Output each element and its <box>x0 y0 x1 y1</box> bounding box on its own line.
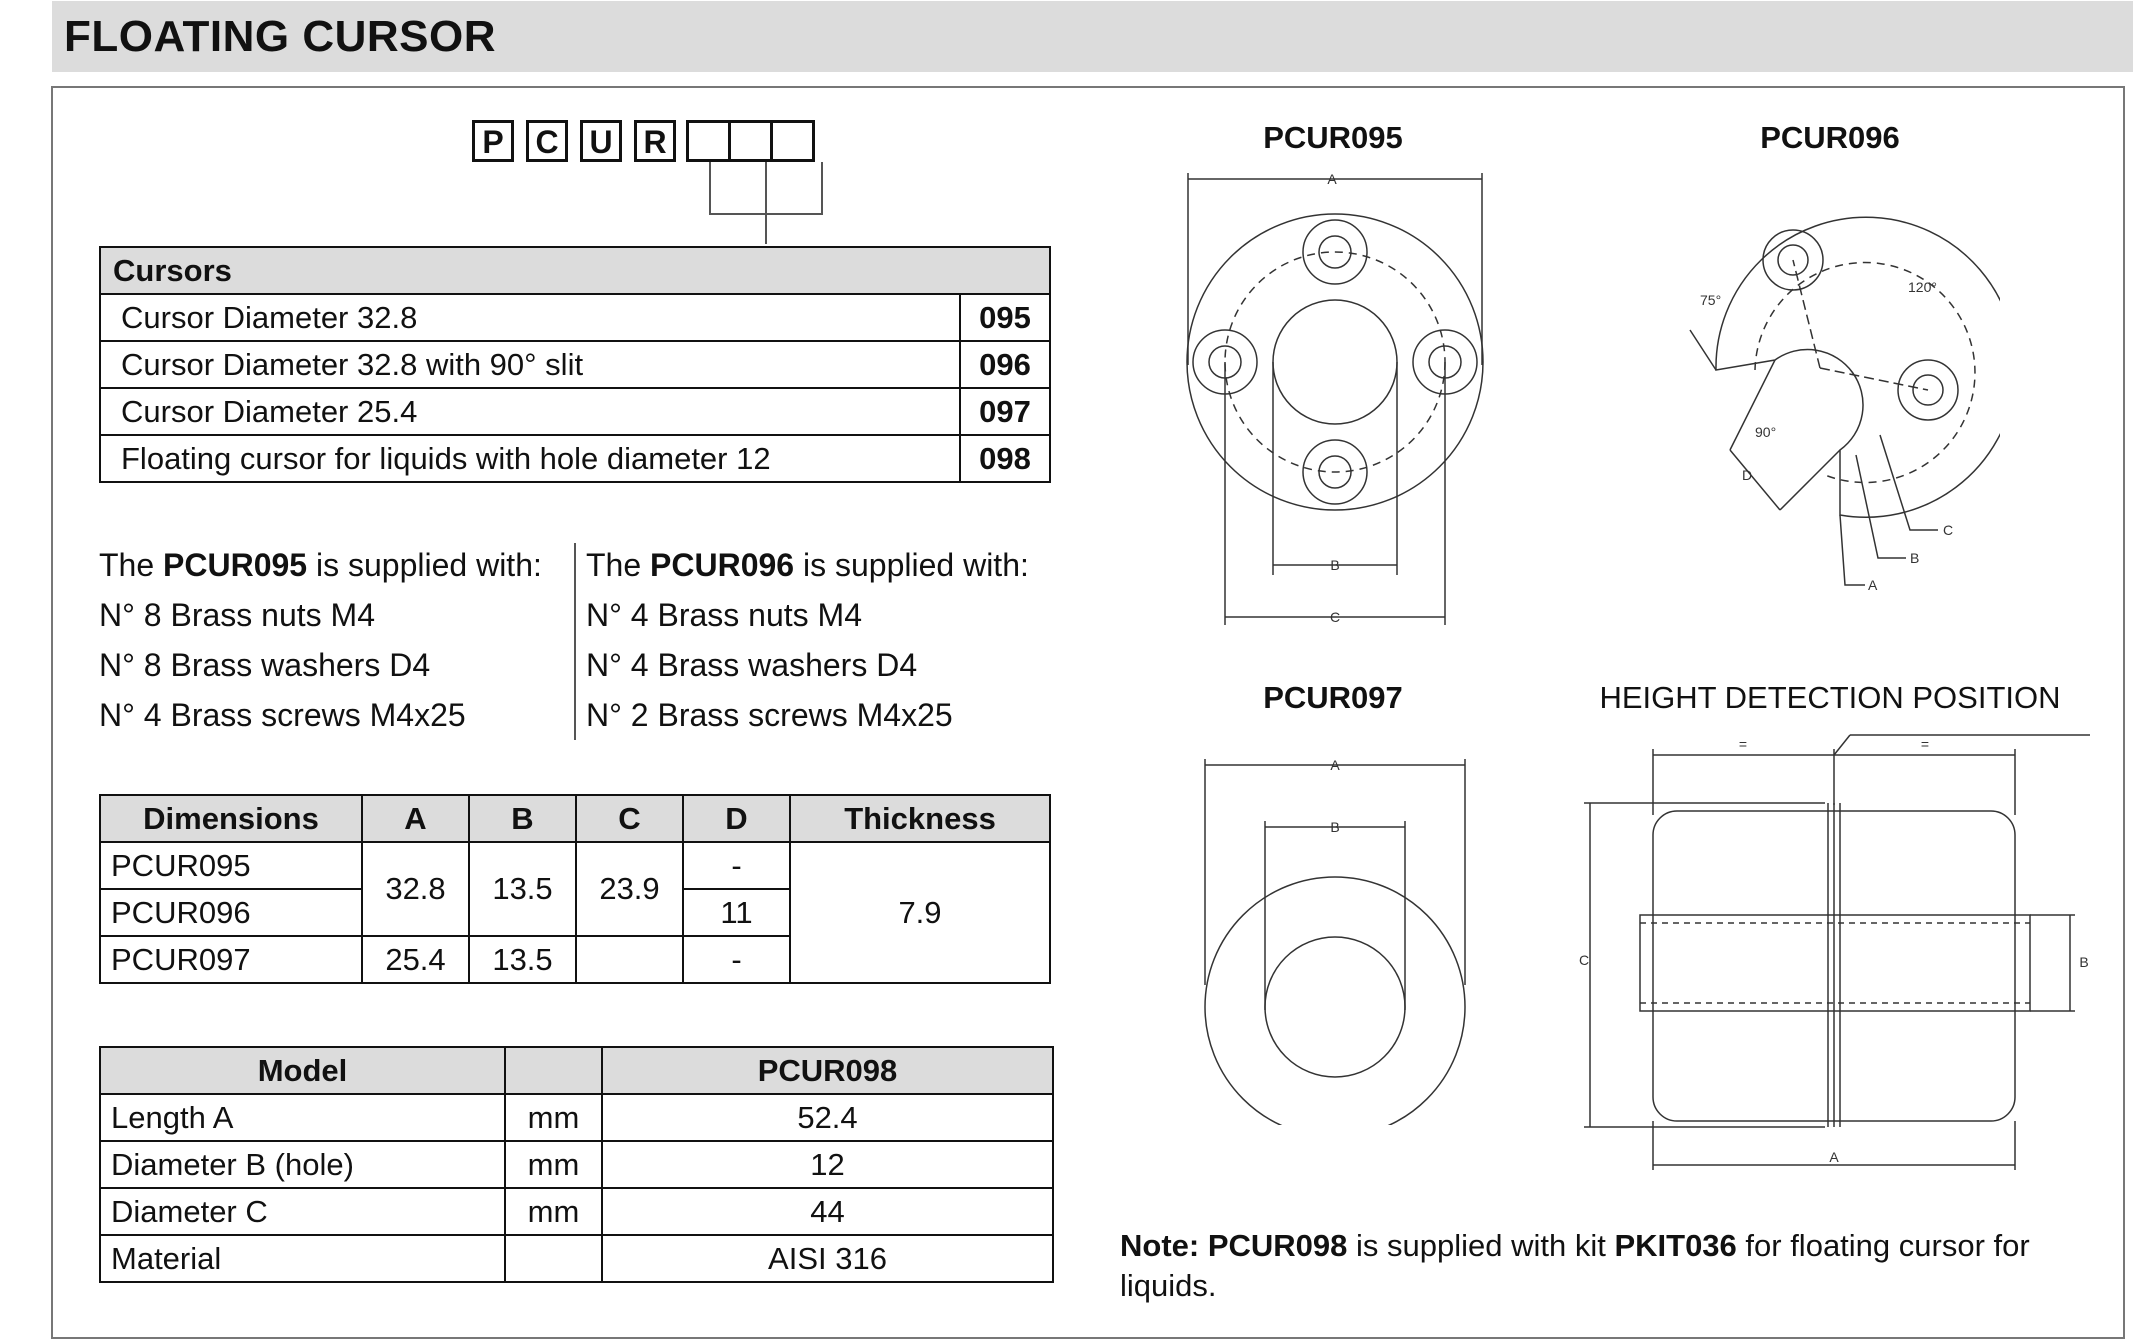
table-row <box>100 1094 1053 1141</box>
supply-item: N° 4 Brass washers D4 <box>586 647 918 683</box>
supply-text: is supplied with: <box>307 547 542 583</box>
cursor-label: Cursor Diameter 32.8 <box>100 294 960 341</box>
table-row <box>100 294 1050 341</box>
cursor-code: 097 <box>960 388 1050 435</box>
col-header <box>505 1047 602 1094</box>
supply-item: N° 8 Brass nuts M4 <box>99 597 375 633</box>
label-cell: Diameter B (hole) <box>100 1141 505 1188</box>
model-table <box>99 1046 1054 1283</box>
dim-label-c: C <box>1943 522 1954 538</box>
table-row <box>100 1235 1053 1282</box>
value-cell <box>576 936 683 983</box>
col-header: Thickness <box>790 795 1050 842</box>
dim-label-b: B <box>1330 819 1340 835</box>
equal-mark: = <box>1920 736 1930 752</box>
value-cell: - <box>683 936 790 983</box>
equal-mark: = <box>1738 736 1748 752</box>
code-letter: P <box>472 120 514 162</box>
table-row <box>100 1188 1053 1235</box>
angle-120: 120° <box>1908 279 1937 295</box>
supply-model: PCUR095 <box>163 547 308 583</box>
note <box>1120 1226 2070 1306</box>
dim-label-b: B <box>2079 954 2089 970</box>
label-cell: Diameter C <box>100 1188 505 1235</box>
col-header: C <box>576 795 683 842</box>
dim-label-b: B <box>1910 550 1920 566</box>
table-row <box>100 341 1050 388</box>
supply-095-heading <box>99 540 542 590</box>
cursor-label: Floating cursor for liquids with hole diameter 12 <box>100 435 960 482</box>
supply-095 <box>99 540 542 740</box>
code-blank <box>686 120 731 162</box>
code-blank <box>728 120 773 162</box>
label-cell: Length A <box>100 1094 505 1141</box>
supply-item: N° 4 Brass nuts M4 <box>586 597 862 633</box>
height-detection-drawing <box>1570 725 2100 1185</box>
dim-label-c: C <box>1578 952 1590 968</box>
value-cell: 52.4 <box>602 1094 1053 1141</box>
value-cell: - <box>683 842 790 889</box>
code-blank <box>770 120 815 162</box>
label-cell: Material <box>100 1235 505 1282</box>
cursors-table <box>99 246 1051 483</box>
supply-text: The <box>99 547 164 583</box>
angle-90: 90° <box>1755 424 1777 440</box>
supply-096 <box>586 540 1029 740</box>
note-text: for floating cursor for liquids. <box>1120 1228 2030 1303</box>
col-header: Dimensions <box>100 795 362 842</box>
note-text: is supplied with kit <box>1347 1228 1615 1263</box>
col-header: A <box>362 795 469 842</box>
value-cell: 32.8 <box>362 842 469 936</box>
value-cell: 11 <box>683 889 790 936</box>
supply-item: N° 8 Brass washers D4 <box>99 647 431 683</box>
dim-label-a: A <box>1327 171 1337 187</box>
dim-label-a: A <box>1829 1149 1839 1165</box>
pcur096-drawing <box>1660 200 2000 600</box>
unit-cell <box>505 1235 602 1282</box>
code-letter: C <box>526 120 568 162</box>
supply-item: N° 2 Brass screws M4x25 <box>586 697 953 733</box>
model-cell: PCUR095 <box>100 842 362 889</box>
table-row <box>100 388 1050 435</box>
table-row <box>100 435 1050 482</box>
supply-096-heading <box>586 540 1029 590</box>
cursor-code: 096 <box>960 341 1050 388</box>
page-title: FLOATING CURSOR <box>64 12 496 61</box>
dim-label-c: C <box>1329 609 1341 625</box>
value-cell: 13.5 <box>469 936 576 983</box>
product-code <box>472 120 815 162</box>
supply-model: PCUR096 <box>650 547 795 583</box>
code-letter: U <box>580 120 622 162</box>
angle-75: 75° <box>1700 292 1722 308</box>
cursor-label: Cursor Diameter 32.8 with 90° slit <box>100 341 960 388</box>
note-kit: PKIT036 <box>1614 1228 1737 1263</box>
dim-label-a: A <box>1330 757 1340 773</box>
value-cell: AISI 316 <box>602 1235 1053 1282</box>
dim-label-a: A <box>1868 577 1878 593</box>
code-bracket <box>700 160 840 250</box>
pcur095-drawing <box>1180 165 1500 635</box>
note-model: PCUR098 <box>1207 1228 1348 1263</box>
code-letter: R <box>634 120 676 162</box>
supply-text: The <box>586 547 651 583</box>
cursor-label: Cursor Diameter 25.4 <box>100 388 960 435</box>
height-detection-title: HEIGHT DETECTION POSITION <box>1599 680 2061 715</box>
col-header: Model <box>100 1047 505 1094</box>
pcur096-title: PCUR096 <box>1760 120 1900 155</box>
supply-text: is supplied with: <box>794 547 1029 583</box>
pcur095-title: PCUR095 <box>1263 120 1403 155</box>
dim-label-b: B <box>1330 557 1340 573</box>
col-header: PCUR098 <box>602 1047 1053 1094</box>
value-cell: 44 <box>602 1188 1053 1235</box>
note-lead: Note: <box>1120 1228 1208 1263</box>
unit-cell: mm <box>505 1141 602 1188</box>
unit-cell: mm <box>505 1094 602 1141</box>
model-cell: PCUR097 <box>100 936 362 983</box>
value-cell: 25.4 <box>362 936 469 983</box>
pcur097-title: PCUR097 <box>1263 680 1403 715</box>
col-header: B <box>469 795 576 842</box>
dimensions-table <box>99 794 1051 984</box>
value-cell: 23.9 <box>576 842 683 936</box>
cursor-code: 095 <box>960 294 1050 341</box>
cursor-code: 098 <box>960 435 1050 482</box>
value-cell: 13.5 <box>469 842 576 936</box>
value-cell: 12 <box>602 1141 1053 1188</box>
supply-item: N° 4 Brass screws M4x25 <box>99 697 466 733</box>
dim-label-d: D <box>1742 467 1753 483</box>
table-row <box>100 842 1050 889</box>
unit-cell: mm <box>505 1188 602 1235</box>
value-cell: 7.9 <box>790 842 1050 983</box>
model-cell: PCUR096 <box>100 889 362 936</box>
table-row <box>100 1141 1053 1188</box>
cursors-table-header: Cursors <box>100 247 1050 294</box>
pcur097-drawing <box>1190 745 1480 1125</box>
col-header: D <box>683 795 790 842</box>
supply-divider <box>574 543 576 740</box>
